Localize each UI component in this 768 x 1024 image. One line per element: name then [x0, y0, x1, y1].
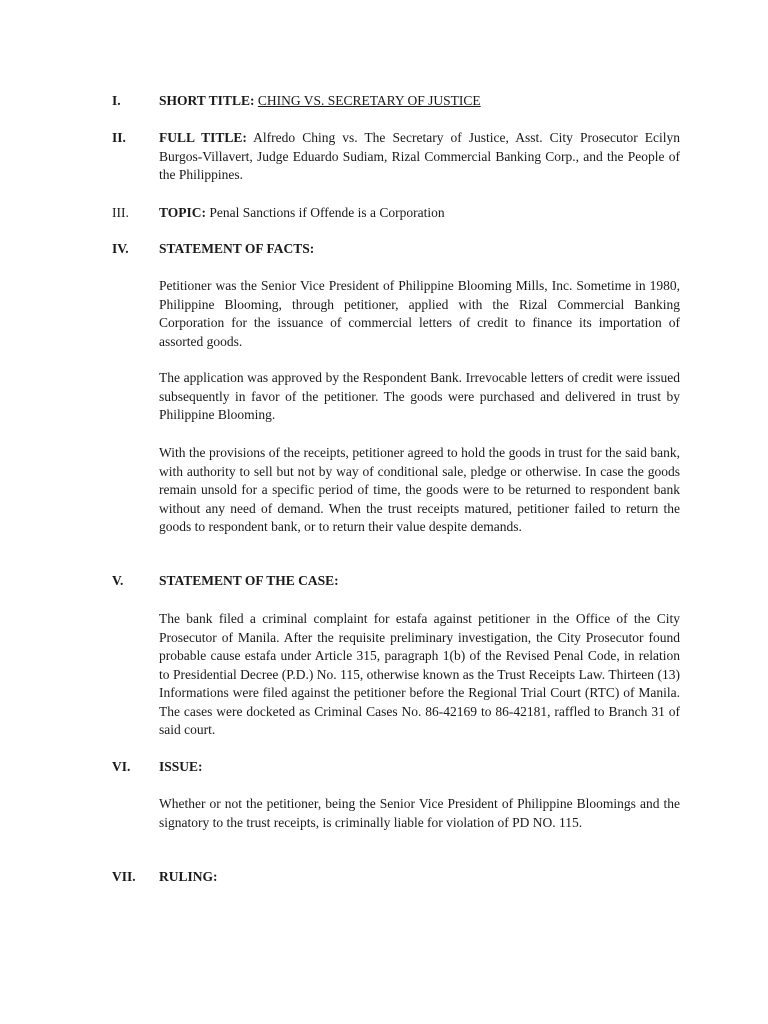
ruling-label: RULING: [159, 869, 218, 884]
section-facts-heading [112, 240, 680, 259]
section-case-heading [112, 572, 680, 591]
facts-label: STATEMENT OF FACTS: [159, 241, 315, 256]
section-numeral: VII. [112, 869, 136, 884]
case-paragraph: The bank filed a criminal complaint for estafa against petitioner in the Office of the City Prosecutor of Manila. After the requisite preliminary investigation, the City Prosecutor found probable cause estafa under Article 315, paragraph 1(b) of the Revised Penal Code, in relation to Presidential Decree (P.D.) No. 115, otherwise known as the Trust Receipts Law. Thirteen (13) Informations were filed against the petitioner before the Regional Trial Court (RTC) of Manila. The cases were docketed as Criminal Cases No. 86-42169 to 86-42181, raffled to Branch 31 of said court. [159, 611, 680, 737]
section-ruling-heading [112, 868, 680, 887]
facts-paragraph: With the provisions of the receipts, petitioner agreed to hold the goods in trust for the said bank, with authority to sell but not by way of conditional sale, pledge or otherwise. In case the goods remain unsold for a specific period of time, the goods were to be returned to respondent bank without any need of demand. When the trust receipts matured, petitioner failed to return the goods to respondent bank, or to return their value despite demands. [159, 445, 680, 534]
section-numeral: V. [112, 573, 124, 588]
facts-paragraph: Petitioner was the Senior Vice President of Philippine Blooming Mills, Inc. Sometime in 1980, Philippine Blooming, through petitioner, applied with the Rizal Commercial Banking Corporation for the issuance of commercial letters of credit to finance its importation of assorted goods. [159, 278, 680, 349]
topic-label: TOPIC: [159, 205, 207, 220]
section-numeral: II. [112, 130, 126, 145]
short-title-label: SHORT TITLE: [159, 93, 255, 108]
full-title-label: FULL TITLE: [159, 130, 247, 145]
facts-paragraph: The application was approved by the Respondent Bank. Irrevocable letters of credit were issued subsequently in favor of the petitioner. The goods were purchased and delivered in trust by Philippine Blooming. [159, 370, 680, 422]
section-numeral: I. [112, 93, 121, 108]
full-title-text: Alfredo Ching vs. The Secretary of Justice, Asst. City Prosecutor Ecilyn Burgos-Villavert, Judge Eduardo Sudiam, Rizal Commercial Banking Corp., and the People of the Philippines. [159, 130, 680, 182]
topic-text: Penal Sanctions if Offende is a Corporation [209, 205, 445, 220]
short-title-text: CHING VS. SECRETARY OF JUSTICE [257, 93, 481, 108]
short-title-line [159, 92, 680, 111]
section-topic [112, 204, 680, 223]
full-title-line [159, 129, 680, 185]
issue-heading-line [159, 758, 680, 777]
issue-paragraph: Whether or not the petitioner, being the Senior Vice President of Philippine Bloomings and the signatory to the trust receipts, is criminally liable for violation of PD NO. 115. [159, 796, 680, 830]
issue-label: ISSUE: [159, 759, 203, 774]
section-numeral: IV. [112, 241, 129, 256]
ruling-heading-line [159, 868, 680, 887]
section-numeral: III. [112, 205, 129, 220]
case-label: STATEMENT OF THE CASE: [159, 573, 339, 588]
section-full-title [112, 129, 680, 185]
section-short-title [112, 92, 680, 111]
facts-heading-line [159, 240, 680, 259]
section-numeral: VI. [112, 759, 131, 774]
case-heading-line [159, 572, 680, 591]
topic-line [159, 204, 680, 223]
section-issue-heading [112, 758, 680, 777]
